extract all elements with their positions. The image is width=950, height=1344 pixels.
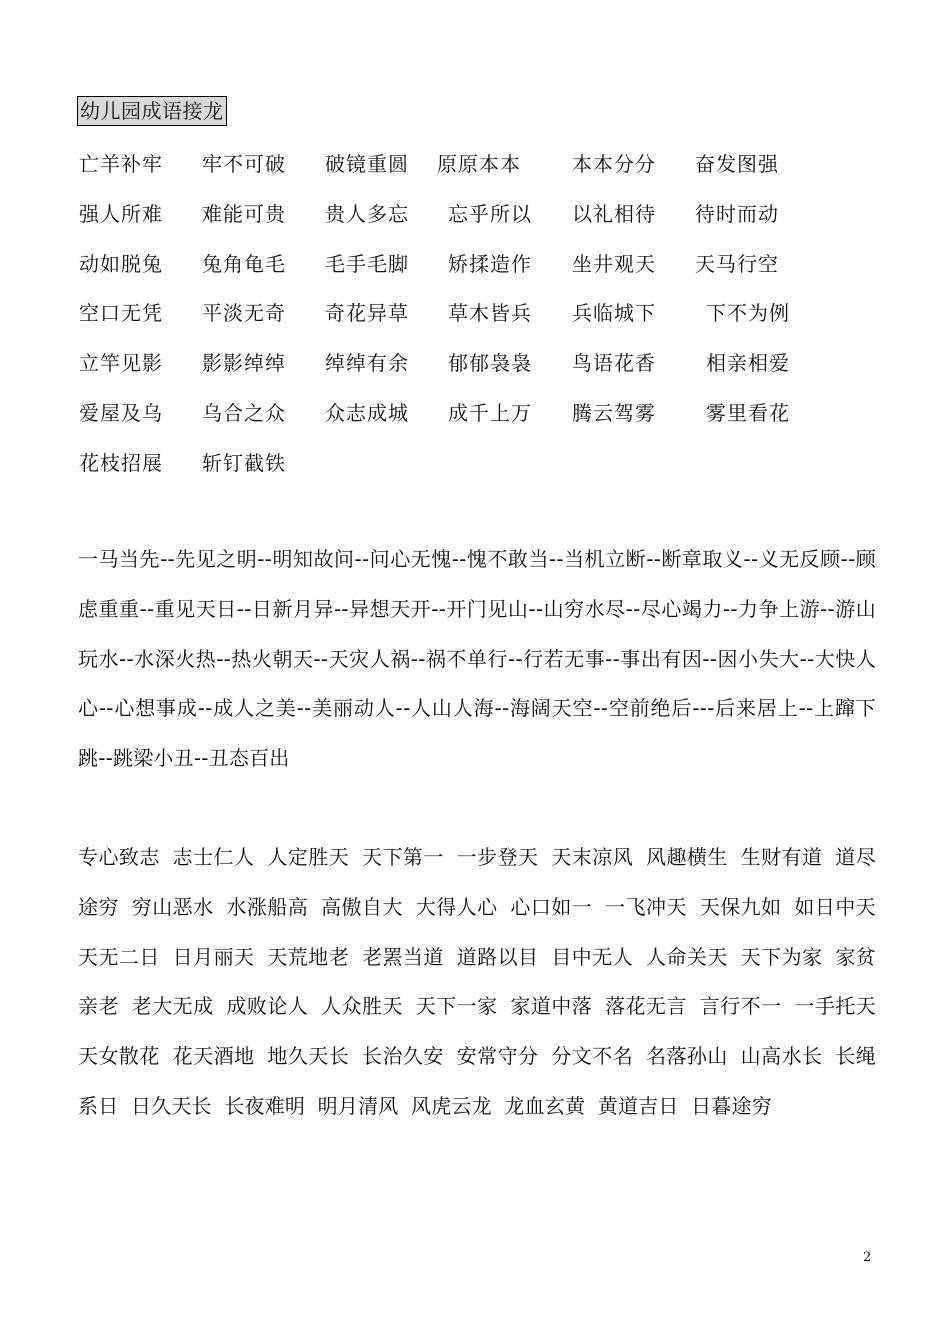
chain-paragraph: 一马当先--先见之明--明知故问--问心无愧--愧不敢当--当机立断--断章取义--义无反顾--顾虑重重--重见天日--日新月异--异想天开--开门见山--山穷水尽--尽心竭力--力争上游--游山玩水--水深火热--热火朝天--天灾人祸--祸不单行--行若无事--事出有因--因小失大--大快人心--心想事成--成人之美--美丽动人--人山人海--海阔天空--空前绝后---后来居上--上蹿下跳--跳梁小丑--丑态百出 [78, 547, 876, 771]
grid-cell: 影影绰绰 [202, 351, 286, 376]
grid-cell: 众志成城 [325, 400, 409, 425]
grid-cell: 原原本本 [437, 152, 521, 176]
grid-cell: 草木皆兵 [448, 301, 532, 326]
grid-row [79, 387, 879, 437]
grid-cell: 毛手毛脚 [325, 251, 409, 276]
grid-cell: 雾里看花 [706, 400, 790, 425]
grid-row [79, 337, 879, 387]
grid-cell: 兔角龟毛 [202, 251, 286, 276]
grid-cell: 腾云驾雾 [572, 400, 656, 425]
grid-cell: 亡羊补牢 [79, 152, 163, 176]
grid-cell: 难能可贵 [202, 201, 286, 226]
grid-cell: 待时而动 [695, 201, 779, 226]
grid-cell: 成千上万 [448, 400, 532, 425]
grid-cell: 花枝招展 [79, 450, 163, 475]
grid-cell: 下不为例 [706, 301, 790, 326]
grid-cell: 立竿见影 [79, 351, 163, 376]
grid-cell: 绰绰有余 [325, 351, 409, 376]
grid-row [79, 138, 879, 188]
grid-cell: 平淡无奇 [202, 301, 286, 326]
grid-row [79, 238, 879, 288]
grid-cell: 忘乎所以 [448, 201, 532, 226]
grid-cell: 鸟语花香 [572, 351, 656, 376]
grid-row [79, 188, 879, 238]
grid-cell: 以礼相待 [572, 201, 656, 226]
idiom-grid [79, 138, 879, 487]
grid-cell: 天马行空 [695, 251, 779, 276]
grid-row [79, 287, 879, 337]
grid-cell: 空口无凭 [79, 301, 163, 326]
grid-row [79, 437, 879, 487]
grid-cell: 爱屋及乌 [79, 400, 163, 425]
grid-cell: 动如脱兔 [79, 251, 163, 276]
grid-cell: 坐井观天 [572, 251, 656, 276]
grid-cell: 本本分分 [572, 152, 656, 176]
grid-cell: 奇花异草 [325, 301, 409, 326]
grid-cell: 破镜重圆 [325, 152, 409, 176]
grid-cell: 乌合之众 [202, 400, 286, 425]
grid-cell: 兵临城下 [572, 301, 656, 326]
grid-cell: 斩钉截铁 [202, 450, 286, 475]
grid-cell: 牢不可破 [202, 152, 286, 176]
grid-cell: 奋发图强 [695, 152, 779, 176]
grid-cell: 郁郁袅袅 [448, 351, 532, 376]
grid-cell: 矫揉造作 [448, 251, 532, 276]
grid-cell: 相亲相爱 [706, 351, 790, 376]
page-number: 2 [863, 1250, 872, 1265]
document-title: 幼儿园成语接龙 [77, 96, 227, 126]
grid-cell: 强人所难 [79, 201, 163, 226]
grid-cell: 贵人多忘 [325, 201, 409, 226]
idiom-paragraph: 专心致志 志士仁人 人定胜天 天下第一 一步登天 天末凉风 风趣横生 生财有道 道尽途穷 穷山恶水 水涨船高 高傲自大 大得人心 心口如一 一飞冲天 天保九如 如日中天 天无二日 日月丽天 天荒地老 老罴当道 道路以目 目中无人 人命关天 天下为家 家贫亲老 老大无成 成败论人 人众胜天 天下一家 家道中落 落花无言 言行不一 一手托天 天女散花 花天酒地 地久天长 长治久安 安常守分 分文不名 名落孙山 山高水长 长绳系日 日久天长 长夜难明 明月清风 风虎云龙 龙血玄黄 黄道吉日 日暮途穷 [78, 845, 876, 1118]
